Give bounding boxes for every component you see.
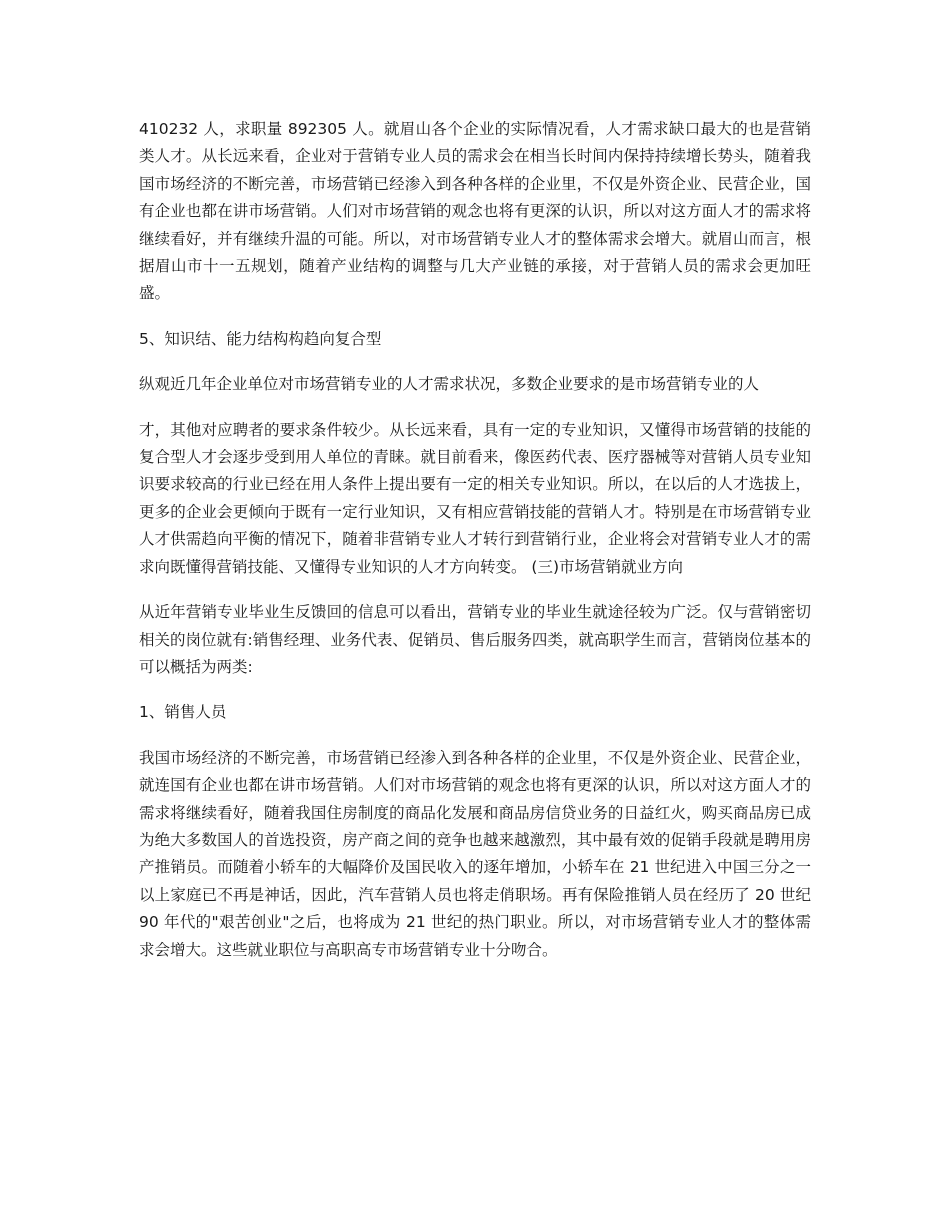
document-page — [139, 116, 811, 964]
paragraph-gap — [139, 353, 811, 371]
paragraph-gap — [139, 727, 811, 745]
paragraph-overview: 纵观近几年企业单位对市场营销专业的人才需求状况，多数企业要求的是市场营销专业的人 — [139, 375, 760, 394]
paragraph-talent-demand: 410232 人，求职量 892305 人。就眉山各个企业的实际情况看，人才需求缺口最大的也是营销类人才。从长远来看，企业对于营销专业人员的需求会在相当长时间内保持持续增长势头，随着我国市场经济的不断完善，市场营销已经渗入到各种各样的企业里，不仅是外资企业、民营企业，国有企业也都在讲市场营销。人们对市场营销的观念也将有更深的认识，所以对这方面人才的需求将继续看好，并有继续升温的可能。所以，对市场营销专业人才的整体需求会增大。就眉山而言，根据眉山市十一五规划，随着产业结构的调整与几大产业链的承接，对于营销人员的需求会更加旺盛。 — [139, 120, 811, 303]
section-heading-composite: 5、知识结、能力结构构趋向复合型 — [139, 329, 382, 348]
paragraph-gap — [139, 399, 811, 417]
section-heading-sales: 1、销售人员 — [139, 703, 227, 722]
paragraph-gap — [139, 308, 811, 326]
paragraph-composite-talent: 才，其他对应聘者的要求条件较少。从长远来看，具有一定的专业知识，又懂得市场营销的技能的复合型人才会逐步受到用人单位的青睐。就目前看来，像医药代表、医疗器械等对营销人员专业知识要求较高的行业已经在用人条件上提出要有一定的相关专业知识。所以，在以后的人才选拔上，更多的企业会更倾向于既有一定行业知识，又有相应营销技能的营销人才。特别是在市场营销专业人才供需趋向平衡的情况下，随着非营销专业人才转行到营销行业，企业将会对营销专业人才的需求向既懂得营销技能、又懂得专业知识的人才方向转变。 (三)市场营销就业方向 — [139, 420, 811, 576]
paragraph-gap — [139, 581, 811, 599]
paragraph-employment-direction: 从近年营销专业毕业生反馈回的信息可以看出，营销专业的毕业生就途径较为广泛。仅与营销密切相关的岗位就有:销售经理、业务代表、促销员、售后服务四类，就高职学生而言，营销岗位基本的可以概括为两类: — [139, 603, 811, 676]
paragraph-sales-staff: 我国市场经济的不断完善，市场营销已经渗入到各种各样的企业里，不仅是外资企业、民营企业，就连国有企业也都在讲市场营销。人们对市场营销的观念也将有更深的认识，所以对这方面人才的需求将继续看好，随着我国住房制度的商品化发展和商品房信贷业务的日益红火，购买商品房已成为绝大多数国人的首选投资，房产商之间的竞争也越来越激烈，其中最有效的促销手段就是聘用房产推销员。而随着小轿车的大幅降价及国民收入的逐年增加，小轿车在 21 世纪进入中国三分之一以上家庭已不再是神话，因此，汽车营销人员也将走俏职场。再有保险推销人员在经历了 20 世纪 90 年代的"艰苦创业"之后，也将成为 21 世纪的热门职业。所以，对市场营销专业人才的整体需求会增大。这些就业职位与高职高专市场营销专业十分吻合。 — [139, 748, 811, 959]
paragraph-gap — [139, 681, 811, 699]
